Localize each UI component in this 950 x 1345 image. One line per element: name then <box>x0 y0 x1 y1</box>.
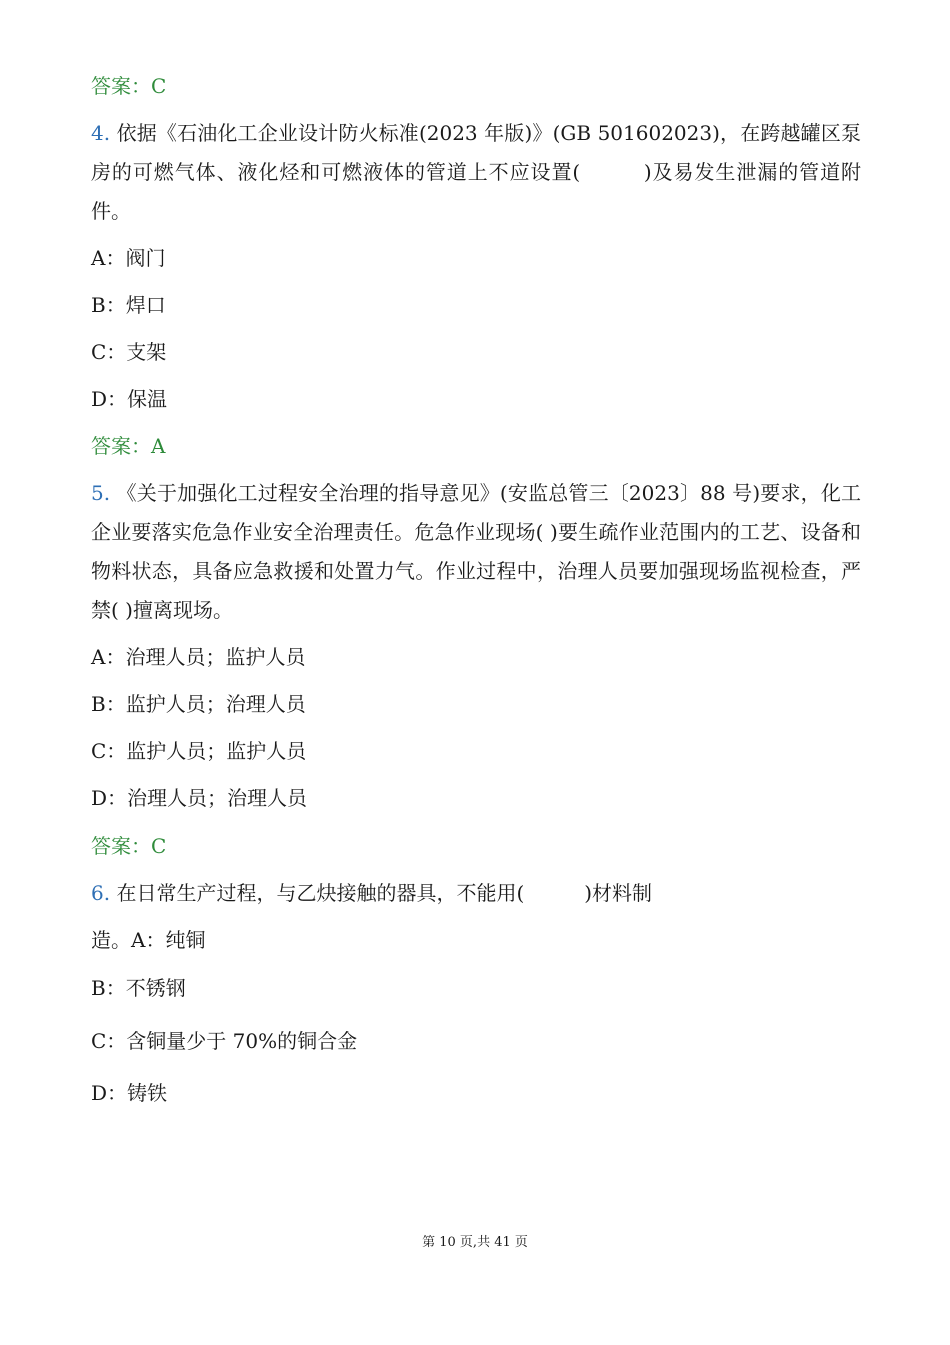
question-5 <box>91 474 861 630</box>
question-6-line2: 造。A：纯铜 <box>91 928 206 952</box>
q6-option-d: D：铸铁 <box>91 1081 168 1105</box>
q6-option-b: B：不锈钢 <box>91 976 186 1000</box>
q4-option-c: C：支架 <box>91 340 167 364</box>
question-text: 《关于加强化工过程安全治理的指导意见》(安监总管三〔2023〕88 号)要求，化工企业要落实危急作业安全治理责任。危急作业现场( )要生疏作业范围内的工艺、设备和物料状态，具备应急救援和处置力气。作业过程中，治理人员要加强现场监视检查，严禁( )擅离现场。 <box>91 481 861 622</box>
question-number: 6. <box>91 881 111 905</box>
question-text-line1: 在日常生产过程，与乙炔接触的器具，不能用( )材料制 <box>116 881 653 905</box>
q5-option-a: A：治理人员；监护人员 <box>91 645 306 669</box>
q5-option-c: C：监护人员；监护人员 <box>91 739 307 763</box>
answer-q5: 答案：C <box>91 834 167 858</box>
q4-option-a: A：阀门 <box>91 246 166 270</box>
question-number: 4. <box>91 121 111 145</box>
question-4 <box>91 114 861 231</box>
question-6 <box>91 879 652 907</box>
answer-q4: 答案：A <box>91 434 166 458</box>
q5-option-d: D：治理人员；治理人员 <box>91 786 308 810</box>
q4-option-b: B：焊口 <box>91 293 166 317</box>
q4-option-d: D：保温 <box>91 387 168 411</box>
q6-option-c: C：含铜量少于 70%的铜合金 <box>91 1029 358 1053</box>
page-footer: 第 10 页,共 41 页 <box>422 1235 528 1250</box>
question-number: 5. <box>91 481 111 505</box>
q5-option-b: B：监护人员；治理人员 <box>91 692 306 716</box>
answer-q3: 答案：C <box>91 74 167 98</box>
question-text: 依据《石油化工企业设计防火标准(2023 年版)》(GB 501602023)，在跨越罐区泵房的可燃气体、液化烃和可燃液体的管道上不应设置( )及易发生泄漏的管道附件。 <box>91 121 861 223</box>
